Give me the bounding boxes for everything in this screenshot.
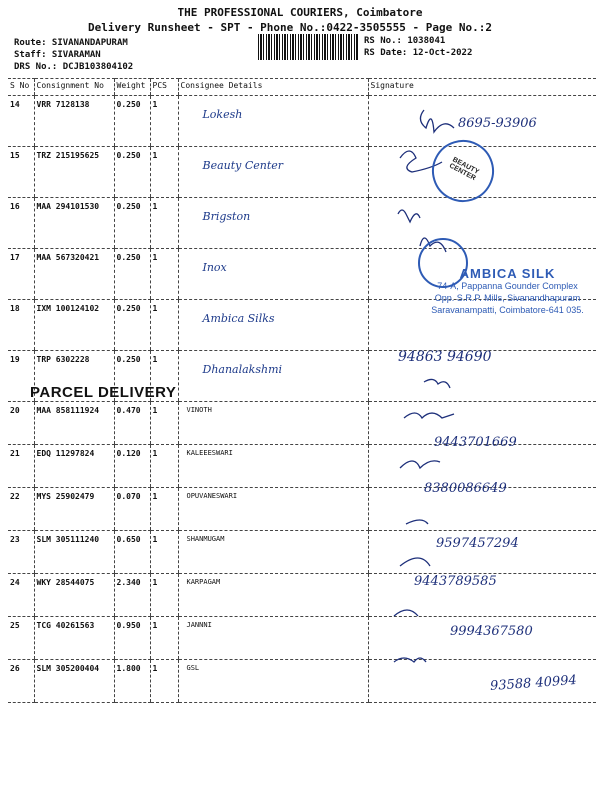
serial-number: 19 [8, 351, 34, 402]
signature-mark [394, 658, 426, 662]
consignee-details: VINOTH [178, 402, 368, 445]
weight-value: 0.250 [114, 300, 150, 351]
phone-note: 9994367580 [450, 624, 533, 639]
consignment-number: SLM 305111240 [34, 531, 114, 574]
consignee-details: JANNNI [178, 617, 368, 660]
serial-number: 26 [8, 660, 34, 703]
consignee-details: Inox [178, 249, 368, 300]
serial-number: 17 [8, 249, 34, 300]
weight-value: 0.070 [114, 488, 150, 531]
consignee-details: Brigston [178, 198, 368, 249]
stamp-name: AMBICA SILK [459, 266, 556, 281]
serial-number: 14 [8, 96, 34, 147]
pieces-count: 1 [150, 402, 178, 445]
consignee-details: SHANMUGAM [178, 531, 368, 574]
signature-mark [424, 379, 450, 388]
signature-mark [404, 413, 454, 418]
parcel-delivery-stamp: PARCEL DELIVERY [30, 384, 177, 401]
weight-value: 2.340 [114, 574, 150, 617]
signature-mark [398, 210, 420, 222]
serial-number: 25 [8, 617, 34, 660]
pieces-count: 1 [150, 574, 178, 617]
pieces-count: 1 [150, 249, 178, 300]
document-subtitle: Delivery Runsheet - SPT - Phone No.:0422-3505555 - Page No.:2 [88, 21, 492, 34]
table-header-row [8, 79, 596, 96]
consignee-details: GSL [178, 660, 368, 703]
consignment-number: WKY 28544075 [34, 574, 114, 617]
pieces-count: 1 [150, 445, 178, 488]
pieces-count: 1 [150, 531, 178, 574]
weight-value: 0.250 [114, 351, 150, 402]
consignee-details: Lokesh [178, 96, 368, 147]
pieces-count: 1 [150, 488, 178, 531]
serial-number: 23 [8, 531, 34, 574]
consignment-number: MYS 25902479 [34, 488, 114, 531]
consignment-number: MAA 858111924 [34, 402, 114, 445]
pieces-count: 1 [150, 351, 178, 402]
pieces-count: 1 [150, 617, 178, 660]
col-header: Consignee Details [178, 79, 368, 96]
staff-label: Staff: SIVARAMAN [14, 50, 101, 60]
weight-value: 0.950 [114, 617, 150, 660]
pieces-count: 1 [150, 198, 178, 249]
serial-number: 18 [8, 300, 34, 351]
col-header: Weight [114, 79, 150, 96]
consignee-details: KALEEESWARI [178, 445, 368, 488]
serial-number: 21 [8, 445, 34, 488]
serial-number: 20 [8, 402, 34, 445]
phone-note: 93588 40994 [489, 672, 578, 695]
consignment-number: TRZ 215195625 [34, 147, 114, 198]
consignment-number: MAA 294101530 [34, 198, 114, 249]
col-header: Consignment No [34, 79, 114, 96]
phone-note: 9597457294 [436, 536, 519, 551]
barcode [258, 34, 358, 60]
col-header: PCS [150, 79, 178, 96]
serial-number: 22 [8, 488, 34, 531]
signature-mark [420, 110, 454, 132]
weight-value: 0.650 [114, 531, 150, 574]
document-title: THE PROFESSIONAL COURIERS, Coimbatore [177, 6, 423, 19]
signature-mark [400, 461, 440, 468]
seal-text: BEAUTY CENTER [447, 156, 480, 183]
stamp-address: 74-A, Pappanna Gounder Complex [437, 281, 578, 291]
consignee-details: KARPAGAM [178, 574, 368, 617]
consignment-number: TCG 40261563 [34, 617, 114, 660]
weight-value: 0.120 [114, 445, 150, 488]
phone-note: 9443701669 [434, 435, 517, 450]
serial-number: 15 [8, 147, 34, 198]
rs-date: RS Date: 12-Oct-2022 [364, 48, 473, 58]
pieces-count: 1 [150, 96, 178, 147]
col-header: S No [8, 79, 34, 96]
stamp-address: Saravanampatti, Coimbatore-641 035. [431, 305, 584, 315]
route-label: Route: SIVANANDAPURAM [14, 38, 128, 48]
phone-note: 8380086649 [424, 481, 507, 496]
signature-mark [400, 558, 430, 566]
pieces-count: 1 [150, 300, 178, 351]
consignee-details: Ambica Silks [178, 300, 368, 351]
rs-number: RS No.: 1038041 [364, 36, 446, 46]
weight-value: 0.250 [114, 147, 150, 198]
weight-value: 0.250 [114, 198, 150, 249]
phone-note: 94863 94690 [398, 349, 492, 365]
consignment-number: IXM 100124102 [34, 300, 114, 351]
ambica-stamp [420, 268, 595, 316]
consignee-details: Dhanalakshmi [178, 351, 368, 402]
pieces-count: 1 [150, 660, 178, 703]
phone-note: 9443789585 [414, 574, 497, 589]
weight-value: 0.470 [114, 402, 150, 445]
consignment-number: TRP 6302228 [34, 351, 114, 402]
phone-note: 8695-93906 [458, 116, 537, 131]
serial-number: 16 [8, 198, 34, 249]
col-header: Signature [368, 79, 596, 96]
stamp-address: Opp. S.R.P. Mills, Sivanandhapuram [434, 293, 581, 303]
signature-mark [406, 520, 428, 524]
weight-value: 0.250 [114, 96, 150, 147]
consignment-number: EDQ 11297824 [34, 445, 114, 488]
serial-number: 24 [8, 574, 34, 617]
weight-value: 0.250 [114, 249, 150, 300]
consignee-details: OPUVANESWARI [178, 488, 368, 531]
consignment-number: VRR 7128138 [34, 96, 114, 147]
signature-mark [394, 610, 418, 616]
consignment-number: MAA 567320421 [34, 249, 114, 300]
consignee-details: Beauty Center [178, 147, 368, 198]
pieces-count: 1 [150, 147, 178, 198]
consignment-number: SLM 305200404 [34, 660, 114, 703]
weight-value: 1.800 [114, 660, 150, 703]
drs-number: DRS No.: DCJB103804102 [14, 62, 134, 72]
